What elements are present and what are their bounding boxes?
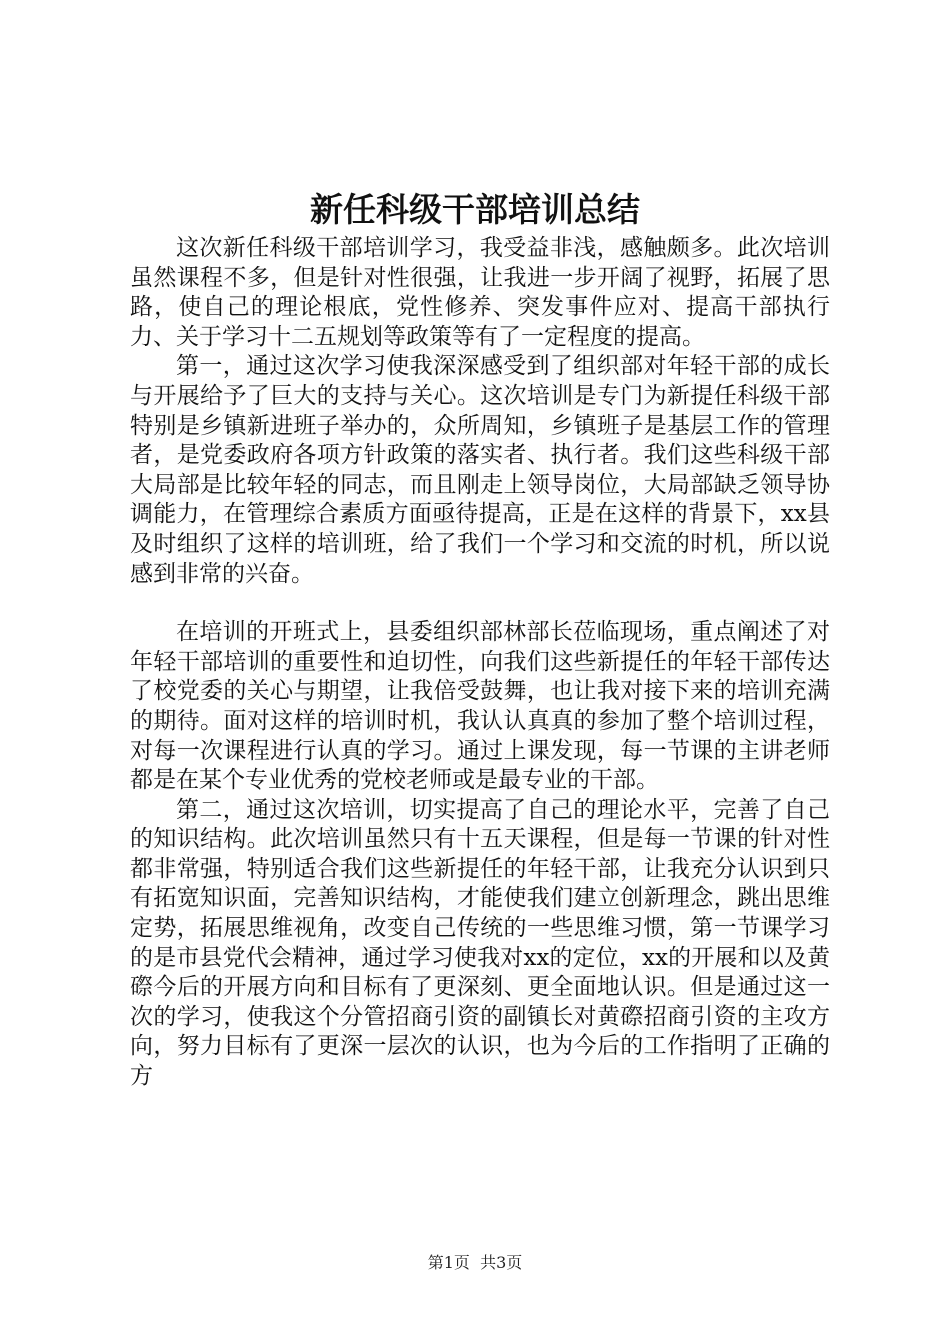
paragraph-intro: 这次新任科级干部培训学习，我受益非浅，感触颇多。此次培训虽然课程不多，但是针对性很强，让我进一步开阔了视野，拓展了思路，使自己的理论根底，党性修养、突发事件应对、提高干部执行力、关于学习十二五规划等政策等有了一定程度的提高。 [130,235,830,350]
page-number: 第1页 [427,1253,470,1272]
document-title: 新任科级干部培训总结 [310,190,640,229]
page-footer [0,1252,950,1274]
paragraph-second-point: 第二，通过这次培训，切实提高了自己的理论水平，完善了自己的知识结构。此次培训虽然只有十五天课程，但是每一节课的针对性都非常强，特别适合我们这些新提任的年轻干部，让我充分认识到只有拓宽知识面，完善知识结构，才能使我们建立创新理念，跳出思维定势，拓展思维视角，改变自己传统的一些思维习惯，第一节课学习的是市县党代会精神，通过学习使我对xx的定位，xx的开展和以及黄磜今后的开展方向和目标有了更深刻、更全面地认识。但是通过这一次的学习，使我这个分管招商引资的副镇长对黄磜招商引资的主攻方向，努力目标有了更深一层次的认识，也为今后的工作指明了正确的方 [130,796,830,1090]
paragraph-first-point: 第一，通过这次学习使我深深感受到了组织部对年轻干部的成长与开展给予了巨大的支持与关心。这次培训是专门为新提任科级干部特别是乡镇新进班子举办的，众所周知，乡镇班子是基层工作的管理者，是党委政府各项方针政策的落实者、执行者。我们这些科级干部大局部是比较年轻的同志，而且刚走上领导岗位，大局部缺乏领导协调能力，在管理综合素质方面亟待提高，正是在这样的背景下，xx县及时组织了这样的培训班，给了我们一个学习和交流的时机，所以说感到非常的兴奋。 [130,353,830,587]
page-total: 共3页 [480,1253,523,1272]
paragraph-opening-ceremony: 在培训的开班式上，县委组织部林部长莅临现场，重点阐述了对年轻干部培训的重要性和迫切性，向我们这些新提任的年轻干部传达了校党委的关心与期望，让我倍受鼓舞，也让我对接下来的培训充满的期待。面对这样的培训时机，我认认真真的参加了整个培训过程，对每一次课程进行认真的学习。通过上课发现，每一节课的主讲老师都是在某个专业优秀的党校老师或是最专业的干部。 [130,619,830,794]
document-body [130,234,830,1092]
